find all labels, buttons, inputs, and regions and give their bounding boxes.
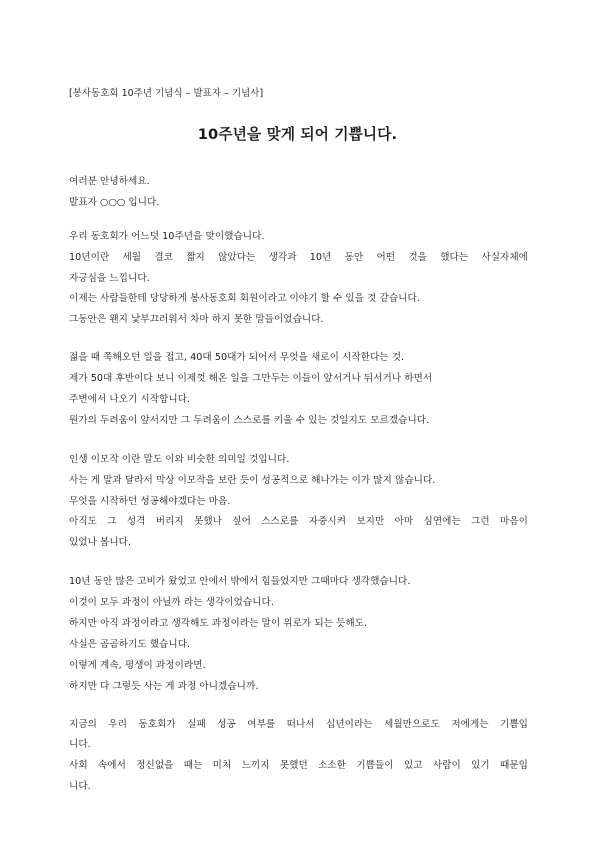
text-line: 무엇을 시작하던 성공해야겠다는 마음. — [69, 495, 231, 507]
text-line: 지금의 우리 동호회가 실패 성공 여부를 떠나서 십년이라는 세월만으로도 저에게는 기쁨입 — [69, 718, 528, 730]
document-title: 10주년을 맞게 되어 기쁩니다. — [197, 126, 398, 143]
text-line: 이것이 모두 과정이 아닐까 라는 생각이었습니다. — [69, 597, 274, 609]
text-line: 있었나 봅니다. — [69, 537, 132, 549]
text-line: 젊을 때 쭉해오던 일을 접고, 40대 50대가 되어서 무엇을 새로이 시작한다는 것. — [69, 352, 405, 364]
text-line: 10년 동안 많은 고비가 왔었고 안에서 밖에서 힘들었지만 그때마다 생각했습니다. — [69, 576, 411, 588]
text-line: 사회 속에서 정신없을 때는 미처 느끼지 못했던 소소한 기쁨들이 있고 사람이 있기 때문입 — [69, 760, 528, 772]
paragraph-process — [69, 572, 528, 697]
paragraph-anniversary — [69, 227, 528, 331]
paragraph-joy — [69, 715, 528, 799]
text-line: 제가 50대 후반이다 보니 이제껏 해온 일을 그만두는 이들이 앞서거나 뒤서거나 하면서 — [69, 373, 433, 385]
document-header-label: [봉사동호회 10주년 기념식 – 발표자 – 기념사] — [69, 88, 264, 99]
text-line: 니다. — [69, 739, 91, 751]
paragraph-greeting — [69, 172, 528, 214]
text-line: 주변에서 나오기 시작합니다. — [69, 394, 191, 406]
text-line: 이렇게 계속, 평생이 과정이라면. — [69, 659, 206, 671]
text-line: 우리 동호회가 어느덧 10주년을 맞이했습니다. — [69, 230, 265, 242]
text-line: 인생 이모작 이란 말도 이와 비슷한 의미일 것입니다. — [69, 453, 290, 465]
text-line: 그동안은 왠지 낯부끄러워서 차마 하지 못한 말들이었습니다. — [69, 314, 324, 326]
paragraph-new-start — [69, 348, 528, 432]
text-line: 니다. — [69, 781, 91, 793]
text-line: 사실은 곰곰하기도 했습니다. — [69, 638, 191, 650]
document-body — [69, 172, 528, 815]
text-line: 이제는 사람들한테 당당하게 봉사동호회 회원이라고 이야기 할 수 있을 것 같습니다. — [69, 293, 420, 305]
text-line: 10년이란 세월 결코 짧지 않았다는 생각과 10년 동안 어떤 것을 했다는 사실자체에 — [69, 251, 528, 263]
text-line: 여러분 안녕하세요. — [69, 176, 150, 187]
text-line: 하지만 다 그렇듯 사는 게 과정 아니겠습니까. — [69, 680, 259, 692]
text-line: 자긍심을 느낍니다. — [69, 272, 150, 284]
paragraph-second-career — [69, 450, 528, 554]
text-line: 하지만 아직 과정이라고 생각해도 과정이라는 말이 위로가 되는 듯해도. — [69, 618, 368, 630]
text-line: 뭔가의 두려움이 앞서지만 그 두려움이 스스로를 키울 수 있는 것일지도 모르겠습니다. — [69, 414, 430, 426]
text-line: 사는 게 말과 달라서 막상 이모작을 보란 듯이 성공적으로 해나가는 이가 많지 않습니다. — [69, 474, 436, 486]
text-line: 아직도 그 성격 버리지 못했나 싶어 스스로를 자중시켜 보지만 아마 심연에는 그런 마음이 — [69, 516, 528, 528]
text-line: 발표자 ○○○ 입니다. — [69, 196, 160, 208]
